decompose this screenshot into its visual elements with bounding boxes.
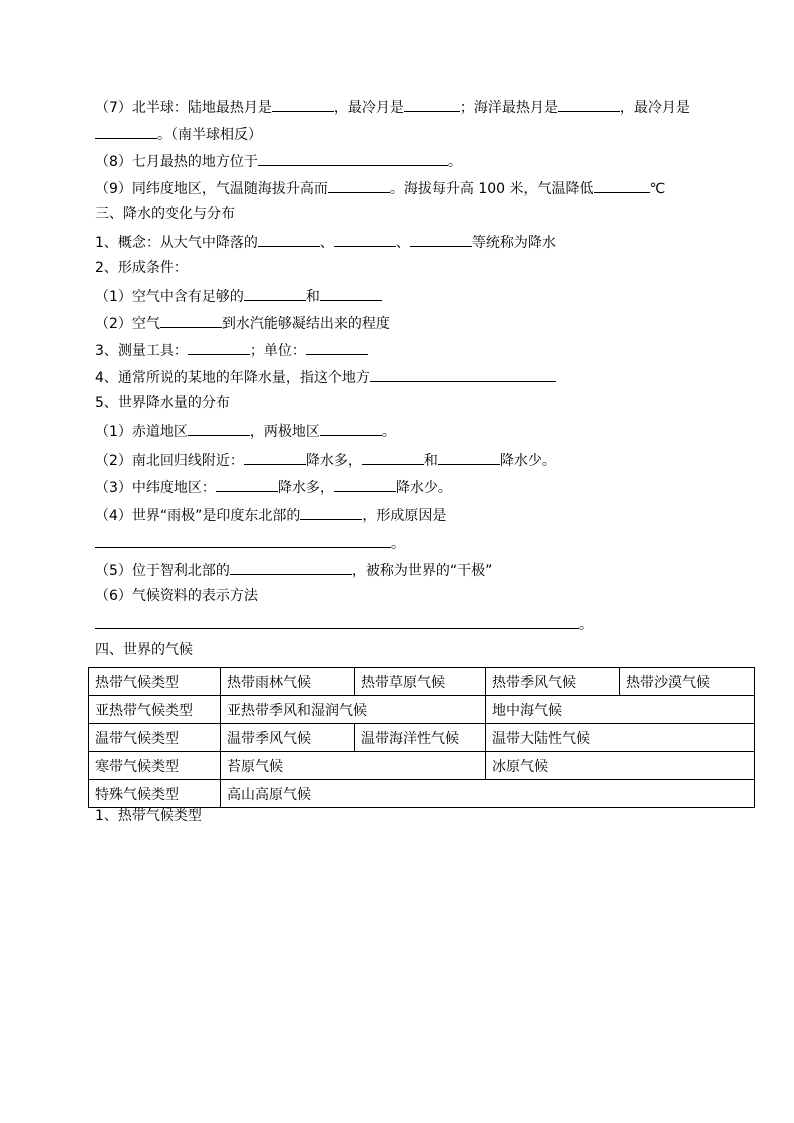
q8-blank[interactable]	[258, 150, 448, 166]
q7-part-b: ，最冷月是	[333, 100, 404, 116]
climate-cell: 地中海气候	[486, 696, 755, 724]
w2-blank3[interactable]	[438, 449, 500, 465]
w6-line1: （6）气候资料的表示方法	[95, 588, 258, 604]
climate-type-tropical: 热带气候类型	[89, 668, 221, 696]
w4-place-blank[interactable]	[300, 504, 362, 520]
cond1-prefix: （1）空气中含有足够的	[95, 289, 244, 305]
w6-blank[interactable]	[95, 613, 579, 629]
w3-mid: 降水多，	[277, 480, 334, 496]
climate-table	[88, 667, 755, 808]
w3-end: 降水少。	[395, 480, 452, 496]
climate-cell: 热带雨林气候	[221, 668, 355, 696]
q9-mid: 。海拔每升高 100 米，气温降低	[389, 181, 594, 197]
q7-line2	[95, 123, 262, 143]
w2-line	[95, 449, 556, 469]
concept-blank3[interactable]	[410, 231, 472, 247]
w4-mid: ，形成原因是	[362, 508, 447, 524]
q7-land-coldest-blank[interactable]	[404, 96, 460, 112]
w5-prefix: （5）位于智利北部的	[95, 563, 230, 579]
q9-blank2[interactable]	[594, 177, 650, 193]
table-row-frigid	[89, 752, 755, 780]
q7-line1	[95, 96, 690, 116]
climate-cell: 热带草原气候	[355, 668, 486, 696]
conditions-heading: 2、形成条件：	[95, 260, 188, 276]
climate-cell: 亚热带季风和湿润气候	[221, 696, 486, 724]
concept-blank1[interactable]	[258, 231, 320, 247]
q7-part-d: ，最冷月是	[619, 100, 690, 116]
w5-line	[95, 559, 492, 579]
climate-type-special: 特殊气候类型	[89, 780, 221, 808]
climate-type-frigid: 寒带气候类型	[89, 752, 221, 780]
q9-line	[95, 177, 665, 197]
q7-line2-end: 。（南半球相反）	[157, 127, 262, 143]
concept-sep2: 、	[395, 235, 410, 251]
table-row-special	[89, 780, 755, 808]
cond1-blank2[interactable]	[320, 285, 382, 301]
measure-tool-blank[interactable]	[188, 339, 250, 355]
w6-line2	[95, 613, 593, 633]
q9-end: ℃	[649, 181, 666, 197]
w4-line1	[95, 504, 446, 524]
section4-sub1: 1、热带气候类型	[95, 808, 202, 824]
cond2-prefix: （2）空气	[95, 316, 160, 332]
w3-blank1[interactable]	[216, 476, 278, 492]
cond2-line	[95, 312, 390, 332]
concept-blank2[interactable]	[334, 231, 396, 247]
q9-blank1[interactable]	[328, 177, 390, 193]
concept-sep1: 、	[319, 235, 334, 251]
annual-prefix: 4、通常所说的某地的年降水量，指这个地方	[95, 370, 370, 386]
climate-cell: 温带季风气候	[221, 724, 355, 752]
climate-cell: 热带沙漠气候	[620, 668, 755, 696]
q7-land-hottest-blank[interactable]	[272, 96, 334, 112]
annual-line	[95, 366, 556, 386]
annual-blank[interactable]	[370, 366, 556, 382]
climate-type-subtropical: 亚热带气候类型	[89, 696, 221, 724]
w1-equator-blank[interactable]	[188, 420, 250, 436]
w2-mid1: 降水多，	[305, 453, 362, 469]
w1-end: 。	[381, 424, 396, 440]
measure-unit-blank[interactable]	[306, 339, 368, 355]
section4-heading: 四、世界的气候	[95, 642, 193, 658]
climate-cell: 冰原气候	[486, 752, 755, 780]
q8-prefix: （8）七月最热的地方位于	[95, 154, 258, 170]
table-row-tropical	[89, 668, 755, 696]
w1-line	[95, 420, 396, 440]
w2-prefix: （2）南北回归线附近：	[95, 453, 244, 469]
w3-line	[95, 476, 452, 496]
cond2-end: 到水汽能够凝结出来的程度	[221, 316, 390, 332]
measure-line	[95, 339, 368, 359]
q8-end: 。	[447, 154, 462, 170]
q7-part-a: （7）北半球：陆地最热月是	[95, 100, 272, 116]
w6-end: 。	[579, 617, 593, 633]
climate-type-temperate: 温带气候类型	[89, 724, 221, 752]
w4-line2	[95, 532, 405, 552]
w1-mid: ，两极地区	[249, 424, 320, 440]
measure-mid: ；单位：	[249, 343, 306, 359]
w4-prefix: （4）世界“雨极”是印度东北部的	[95, 508, 301, 524]
w4-end: 。	[391, 536, 405, 552]
w1-polar-blank[interactable]	[320, 420, 382, 436]
climate-cell: 苔原气候	[221, 752, 486, 780]
w5-blank[interactable]	[230, 559, 352, 575]
w1-prefix: （1）赤道地区	[95, 424, 188, 440]
w2-blank1[interactable]	[244, 449, 306, 465]
cond1-mid: 和	[305, 289, 320, 305]
w2-blank2[interactable]	[362, 449, 424, 465]
q7-part-c: ；海洋最热月是	[459, 100, 558, 116]
measure-prefix: 3、测量工具：	[95, 343, 188, 359]
climate-cell: 温带大陆性气候	[486, 724, 755, 752]
q7-ocean-coldest-blank[interactable]	[95, 123, 157, 139]
concept-prefix: 1、概念：从大气中降落的	[95, 235, 258, 251]
concept-line	[95, 231, 556, 251]
q8-line	[95, 150, 462, 170]
table-row-subtropical	[89, 696, 755, 724]
table-row-temperate	[89, 724, 755, 752]
w4-reason-blank[interactable]	[95, 532, 391, 548]
section3-heading: 三、降水的变化与分布	[95, 206, 235, 222]
climate-cell: 温带海洋性气候	[355, 724, 486, 752]
cond1-blank1[interactable]	[244, 285, 306, 301]
w2-mid2: 和	[423, 453, 438, 469]
w5-end: ，被称为世界的“干极”	[351, 563, 493, 579]
concept-end: 等统称为降水	[471, 235, 556, 251]
climate-cell: 高山高原气候	[221, 780, 755, 808]
w3-blank2[interactable]	[334, 476, 396, 492]
w2-end: 降水少。	[499, 453, 556, 469]
q7-ocean-hottest-blank[interactable]	[558, 96, 620, 112]
q9-prefix: （9）同纬度地区，气温随海拔升高而	[95, 181, 328, 197]
climate-cell: 热带季风气候	[486, 668, 620, 696]
cond1-line	[95, 285, 382, 305]
w3-prefix: （3）中纬度地区：	[95, 480, 216, 496]
world-precip-heading: 5、世界降水量的分布	[95, 395, 230, 411]
cond2-blank[interactable]	[160, 312, 222, 328]
